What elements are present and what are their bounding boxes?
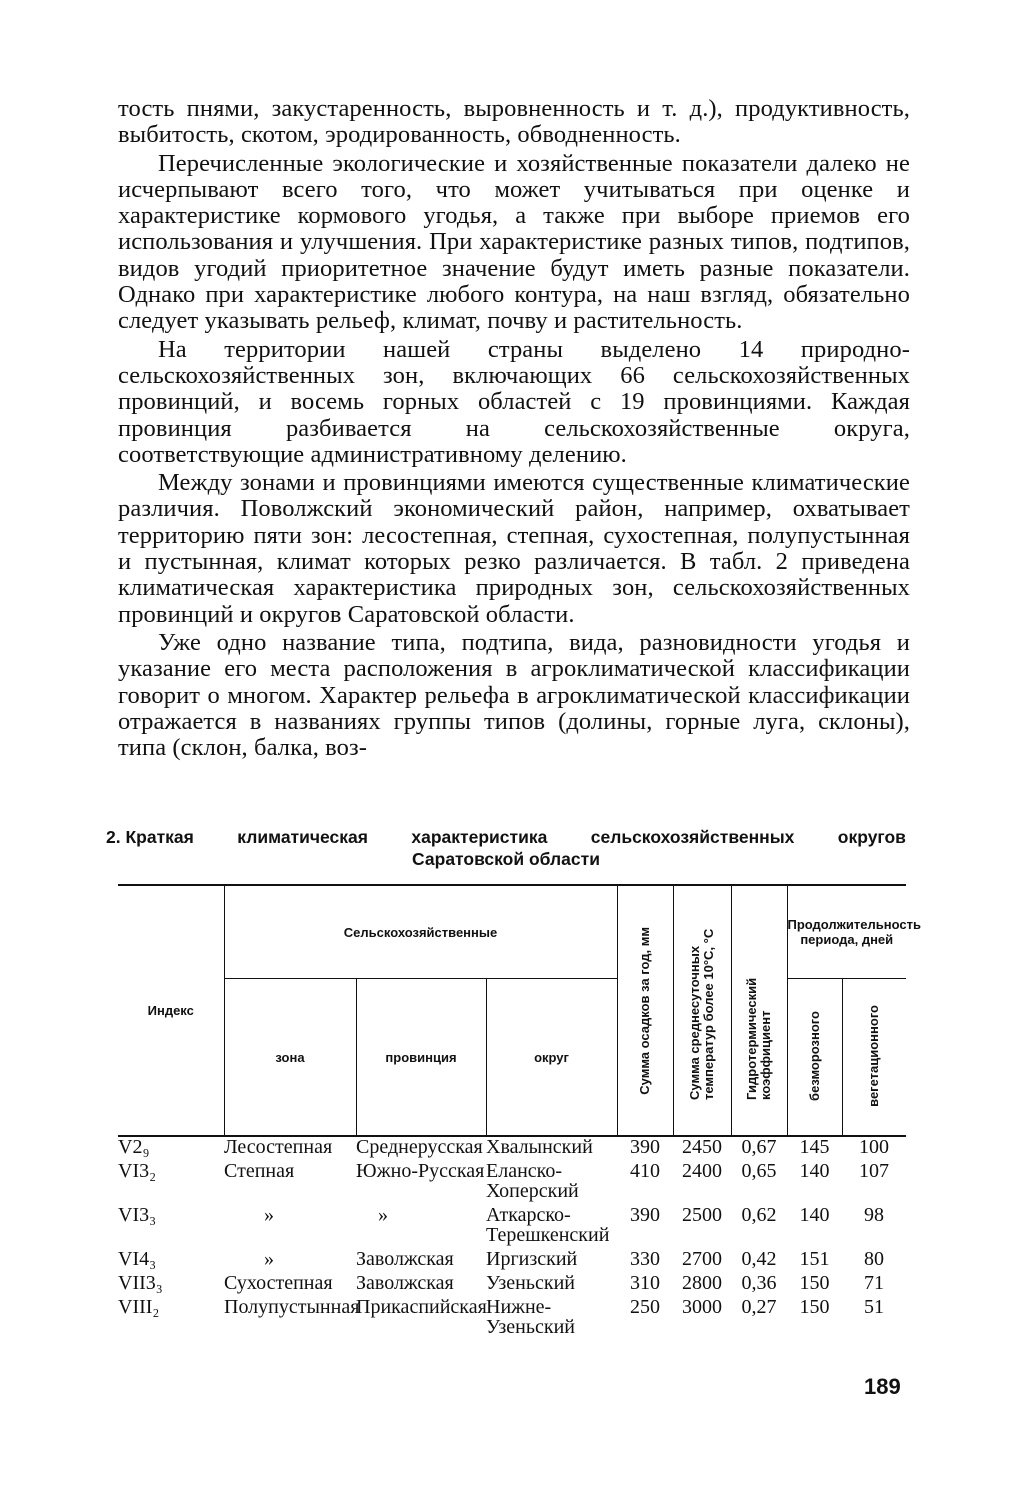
cell-temp-sum: 3000 [682,1296,722,1318]
cell-index: VII3₃ [118,1272,163,1294]
cell-htc: 0,62 [741,1204,777,1226]
cell-index: VIII₂ [118,1296,160,1318]
cell-vegetation: 100 [859,1136,889,1158]
climate-table [118,884,921,1341]
paragraph-1: тость пнями, закустаренность, выровненность и т. д.), продуктивность, выбитость, скотом, эродированность, обводненность. [118,95,910,149]
cell-vegetation: 51 [864,1296,884,1318]
table-caption [106,826,906,870]
header-group: Сельскохозяйственные [224,885,617,979]
cell-temp-sum: 2450 [682,1136,722,1158]
cell-district: Аткарско-Терешкенский [486,1204,610,1246]
cell-htc: 0,27 [741,1296,777,1318]
cell-frost-free: 140 [799,1204,830,1226]
cell-zone: Степная [224,1160,295,1182]
cell-precip: 410 [630,1160,660,1182]
table-row [118,1136,906,1161]
cell-zone: Лесостепная [224,1136,333,1158]
caption-line-2: Саратовской области [412,849,600,869]
table-row [118,1273,906,1297]
table-row [118,1297,906,1341]
cell-temp-sum: 2400 [682,1160,722,1182]
cell-vegetation: 107 [859,1160,889,1182]
cell-precip: 330 [630,1248,660,1270]
cell-vegetation: 71 [864,1272,884,1294]
cell-province: » [378,1204,388,1226]
page-number: 189 [864,1374,901,1399]
cell-province: Южно-Русская [356,1160,485,1182]
cell-district: Нижне-Узеньский [486,1296,576,1338]
caption-number-and-word: 2. Краткая [106,827,194,847]
paragraph-3: На территории нашей страны выделено 14 природно-сельскохозяйственных зон, включающих 66 сельскохозяйственных провинций, и восемь горных областей с 19 провинциями. Каждая провинция разбивается на сельскохозяйственные округа, соответствующие административному делению. [118,335,910,468]
cell-htc: 0,42 [741,1248,777,1270]
cell-frost-free: 145 [799,1136,830,1158]
header-duration: Продолжительность периода, дней [787,885,906,979]
cell-province: Прикаспийская [356,1296,487,1318]
cell-province: Среднерусская [356,1136,483,1158]
caption-word: округов [837,827,906,847]
header-index: Индекс [118,885,224,1136]
cell-vegetation: 98 [864,1204,884,1226]
cell-htc: 0,65 [741,1160,777,1182]
cell-index: VI4₃ [118,1248,157,1270]
header-htc: Гидротермический коэффициент [731,885,787,1136]
cell-frost-free: 140 [799,1160,830,1182]
cell-province: Заволжская [356,1272,454,1294]
body-text [118,96,910,761]
cell-precip: 390 [630,1204,660,1226]
table-row [118,1205,906,1249]
cell-zone: » [264,1248,274,1270]
cell-frost-free: 150 [799,1296,830,1318]
cell-zone: » [264,1204,274,1226]
header-temp-sum: Сумма среднесуточных температур более 10°C, °C [673,885,731,1136]
cell-precip: 250 [630,1296,660,1318]
cell-temp-sum: 2700 [682,1248,722,1270]
paragraph-2: Перечисленные экологические и хозяйственные показатели далеко не исчерпывают всего того, что может учитываться при оценке и характеристике кормового угодья, а также при выборе приемов его использования и улучшения. При характеристике разных типов, подтипов, видов угодий приоритетное значение будут иметь разные показатели. Однако при характеристике любого контура, на наш взгляд, обязательно следует указывать рельеф, климат, почву и растительность. [118,149,910,335]
cell-frost-free: 150 [799,1272,830,1294]
cell-frost-free: 151 [799,1248,830,1270]
header-zone: зона [224,979,356,1137]
cell-index: V2₉ [118,1136,150,1158]
paragraph-4: Между зонами и провинциями имеются существенные климатические различия. Поволжский экономический район, например, охватывает территорию пяти зон: лесостепная, степная, сухостепная, полупустынная и пустынная, климат которых резко различается. В табл. 2 приведена климатическая характеристика природных зон, сельскохозяйственных провинций и округов Саратовской области. [118,469,910,628]
header-vegetation: вегетационного [842,979,906,1137]
caption-word: сельскохозяйственных [590,827,795,847]
table-row [118,1161,906,1205]
header-frost-free: безморозного [787,979,842,1137]
cell-zone: Полупустынная [224,1296,360,1318]
cell-district: Узеньский [486,1272,576,1294]
cell-index: VI3₃ [118,1204,157,1226]
cell-precip: 310 [630,1272,660,1294]
cell-precip: 390 [630,1136,660,1158]
cell-province: Заволжская [356,1248,454,1270]
cell-htc: 0,36 [741,1272,777,1294]
cell-vegetation: 80 [864,1248,884,1270]
table-row [118,1249,906,1273]
cell-temp-sum: 2500 [682,1204,722,1226]
cell-zone: Сухостепная [224,1272,333,1294]
caption-word: климатическая [237,827,368,847]
cell-district: Хвалынский [486,1136,593,1158]
caption-word: характеристика [411,827,548,847]
cell-index: VI3₂ [118,1160,157,1182]
paragraph-5: Уже одно название типа, подтипа, вида, разновидности угодья и указание его места расположения в агроклиматической классификации говорит о многом. Характер рельефа в агроклиматической классификации отражается в названиях группы типов (долины, горные луга, склоны), типа (склон, балка, воз- [118,628,910,762]
header-precip: Сумма осадков за год, мм [617,885,673,1136]
cell-district: Иргизский [486,1248,578,1270]
cell-district: Еланско-Хоперский [486,1160,579,1202]
header-district: округ [486,979,617,1137]
cell-temp-sum: 2800 [682,1272,722,1294]
header-province: провинция [356,979,486,1137]
cell-htc: 0,67 [741,1136,777,1158]
